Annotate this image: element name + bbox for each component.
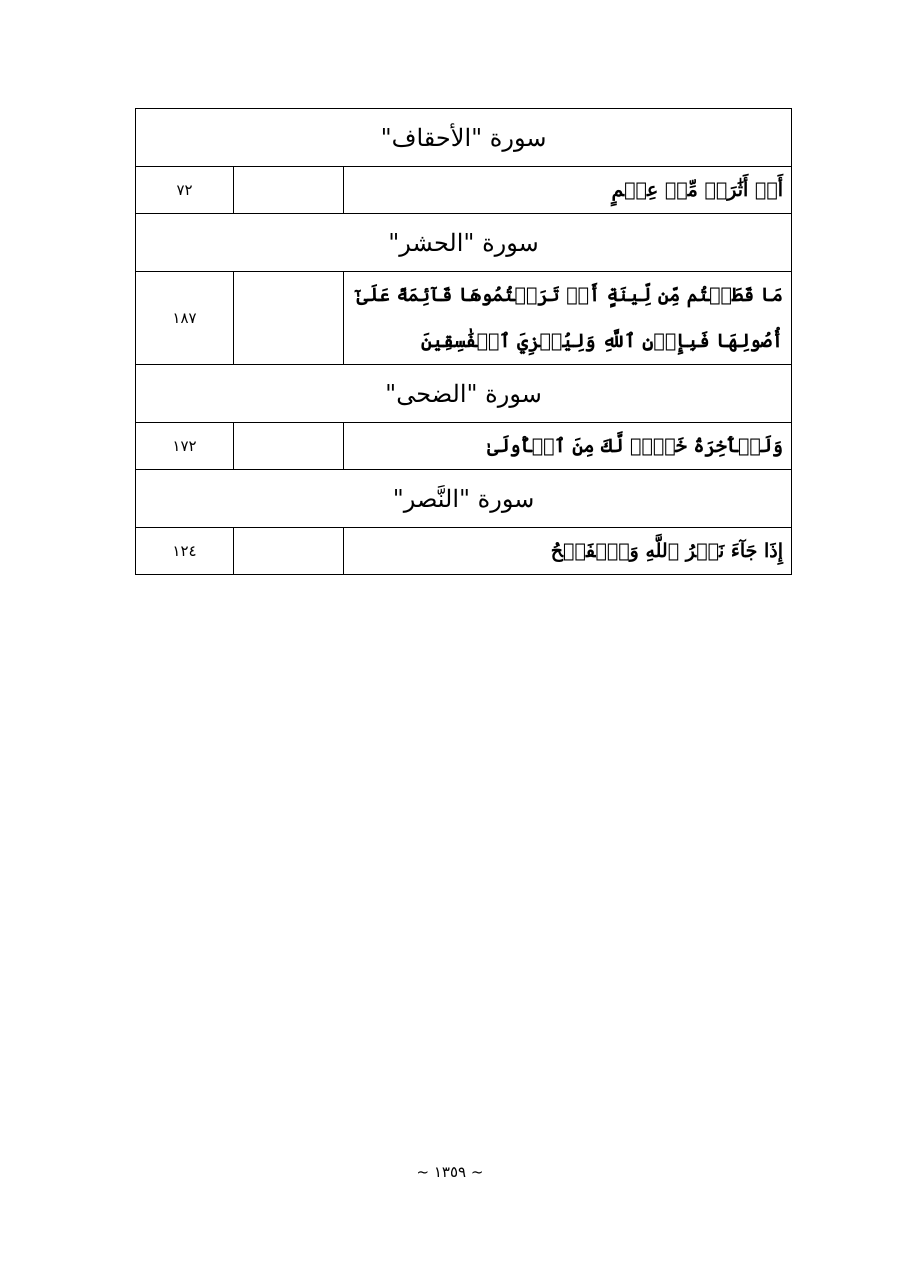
surah-header-row	[136, 470, 792, 528]
verse-row	[136, 528, 792, 575]
empty-cell	[234, 167, 344, 214]
surah-header-row	[136, 214, 792, 272]
verse-text: إِذَا جَآءَ نَصۡرُ ٱللَّهِ وَٱلۡفَتۡحُ	[344, 528, 792, 575]
verse-row	[136, 167, 792, 214]
verse-row	[136, 272, 792, 365]
surah-title: سورة "النَّصر"	[136, 470, 792, 528]
verse-page-number: ١٨٧	[136, 272, 234, 365]
empty-cell	[234, 272, 344, 365]
verse-text: مَا قَطَعۡتُم مِّن لِّينَةٍ أَوۡ تَرَكۡتُمُوهَا قَآئِمَةً عَلَىٰٓ أُصُولِهَا فَبِإِذۡنِ ٱللَّهِ وَلِيُخۡزِيَ ٱلۡفَٰسِقِينَ	[344, 272, 792, 365]
verse-text: وَلَلۡأٓخِرَةُ خَيۡرٞ لَّكَ مِنَ ٱلۡأُولَىٰ	[344, 423, 792, 470]
surah-header-row	[136, 109, 792, 167]
verse-row	[136, 423, 792, 470]
empty-cell	[234, 528, 344, 575]
verse-text: أَوۡ أَثَٰرَةٖ مِّنۡ عِلۡمٍ	[344, 167, 792, 214]
verse-index-table	[135, 108, 792, 575]
surah-title: سورة "الضحى"	[136, 365, 792, 423]
verse-page-number: ٧٢	[136, 167, 234, 214]
empty-cell	[234, 423, 344, 470]
page-number: ~ ١٣٥٩ ~	[416, 1163, 484, 1181]
verse-page-number: ١٢٤	[136, 528, 234, 575]
surah-title: سورة "الأحقاف"	[136, 109, 792, 167]
surah-title: سورة "الحشر"	[136, 214, 792, 272]
surah-header-row	[136, 365, 792, 423]
verse-page-number: ١٧٢	[136, 423, 234, 470]
